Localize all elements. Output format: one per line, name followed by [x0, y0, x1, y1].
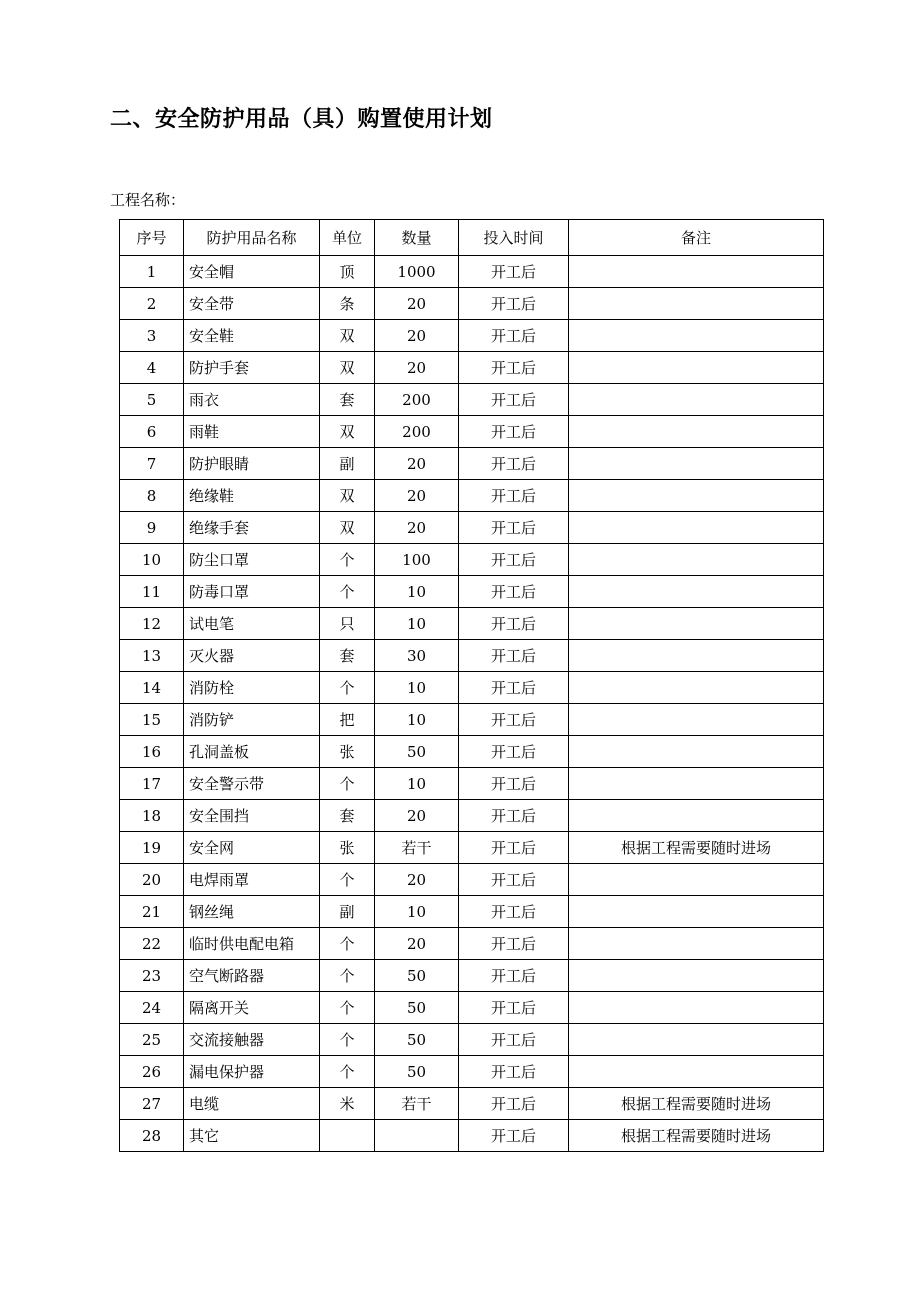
- cell-input-time: 开工后: [459, 736, 569, 768]
- cell-item-name: 雨衣: [184, 384, 320, 416]
- table-row: [120, 608, 824, 640]
- cell-input-time: 开工后: [459, 288, 569, 320]
- cell-unit: 只: [320, 608, 375, 640]
- table-row: [120, 256, 824, 288]
- cell-remark: [569, 1056, 824, 1088]
- cell-serial-number: 7: [120, 448, 184, 480]
- cell-unit: 副: [320, 448, 375, 480]
- cell-serial-number: 19: [120, 832, 184, 864]
- header-remark: 备注: [569, 220, 824, 256]
- cell-item-name: 孔洞盖板: [184, 736, 320, 768]
- cell-unit: 套: [320, 640, 375, 672]
- cell-unit: 双: [320, 352, 375, 384]
- cell-quantity: 若干: [375, 1088, 459, 1120]
- table-row: [120, 512, 824, 544]
- cell-unit: 个: [320, 960, 375, 992]
- cell-input-time: 开工后: [459, 256, 569, 288]
- cell-serial-number: 12: [120, 608, 184, 640]
- cell-unit: 个: [320, 864, 375, 896]
- table-row: [120, 672, 824, 704]
- cell-serial-number: 4: [120, 352, 184, 384]
- table-row: [120, 736, 824, 768]
- cell-serial-number: 15: [120, 704, 184, 736]
- cell-quantity: 20: [375, 480, 459, 512]
- cell-unit: 米: [320, 1088, 375, 1120]
- cell-unit: 双: [320, 480, 375, 512]
- cell-item-name: 隔离开关: [184, 992, 320, 1024]
- cell-quantity: 20: [375, 320, 459, 352]
- cell-serial-number: 2: [120, 288, 184, 320]
- cell-quantity: 10: [375, 896, 459, 928]
- table-row: [120, 960, 824, 992]
- cell-item-name: 安全带: [184, 288, 320, 320]
- cell-input-time: 开工后: [459, 832, 569, 864]
- cell-unit: 个: [320, 928, 375, 960]
- cell-remark: [569, 288, 824, 320]
- cell-input-time: 开工后: [459, 896, 569, 928]
- cell-unit: 套: [320, 800, 375, 832]
- cell-unit: 个: [320, 672, 375, 704]
- cell-unit: 副: [320, 896, 375, 928]
- cell-input-time: 开工后: [459, 992, 569, 1024]
- cell-item-name: 试电笔: [184, 608, 320, 640]
- header-serial-number: 序号: [120, 220, 184, 256]
- cell-quantity: 10: [375, 704, 459, 736]
- cell-item-name: 钢丝绳: [184, 896, 320, 928]
- cell-quantity: 20: [375, 512, 459, 544]
- cell-unit: 个: [320, 544, 375, 576]
- cell-remark: [569, 544, 824, 576]
- cell-input-time: 开工后: [459, 960, 569, 992]
- cell-input-time: 开工后: [459, 768, 569, 800]
- cell-quantity: 若干: [375, 832, 459, 864]
- cell-serial-number: 3: [120, 320, 184, 352]
- cell-serial-number: 18: [120, 800, 184, 832]
- cell-quantity: 20: [375, 288, 459, 320]
- cell-item-name: 防毒口罩: [184, 576, 320, 608]
- cell-item-name: 防护眼睛: [184, 448, 320, 480]
- table-row: [120, 928, 824, 960]
- cell-serial-number: 14: [120, 672, 184, 704]
- cell-serial-number: 8: [120, 480, 184, 512]
- cell-item-name: 防护手套: [184, 352, 320, 384]
- cell-input-time: 开工后: [459, 1120, 569, 1152]
- cell-item-name: 雨鞋: [184, 416, 320, 448]
- cell-quantity: 20: [375, 928, 459, 960]
- table-row: [120, 384, 824, 416]
- cell-input-time: 开工后: [459, 704, 569, 736]
- cell-item-name: 临时供电配电箱: [184, 928, 320, 960]
- cell-remark: [569, 896, 824, 928]
- cell-remark: [569, 928, 824, 960]
- table-row: [120, 1120, 824, 1152]
- cell-item-name: 消防栓: [184, 672, 320, 704]
- cell-unit: 个: [320, 992, 375, 1024]
- cell-quantity: 50: [375, 1056, 459, 1088]
- cell-remark: [569, 448, 824, 480]
- cell-quantity: 20: [375, 448, 459, 480]
- table-row: [120, 480, 824, 512]
- cell-serial-number: 6: [120, 416, 184, 448]
- cell-input-time: 开工后: [459, 1088, 569, 1120]
- cell-quantity: 10: [375, 768, 459, 800]
- cell-remark: [569, 384, 824, 416]
- cell-item-name: 绝缘手套: [184, 512, 320, 544]
- cell-serial-number: 1: [120, 256, 184, 288]
- cell-item-name: 安全围挡: [184, 800, 320, 832]
- table-row: [120, 544, 824, 576]
- cell-item-name: 漏电保护器: [184, 1056, 320, 1088]
- cell-item-name: 灭火器: [184, 640, 320, 672]
- cell-item-name: 安全网: [184, 832, 320, 864]
- cell-input-time: 开工后: [459, 384, 569, 416]
- cell-quantity: 10: [375, 576, 459, 608]
- cell-unit: 条: [320, 288, 375, 320]
- cell-input-time: 开工后: [459, 608, 569, 640]
- cell-remark: [569, 480, 824, 512]
- cell-unit: 个: [320, 576, 375, 608]
- cell-remark: [569, 768, 824, 800]
- cell-remark: [569, 704, 824, 736]
- cell-unit: 个: [320, 1024, 375, 1056]
- table-row: [120, 288, 824, 320]
- cell-item-name: 交流接触器: [184, 1024, 320, 1056]
- cell-quantity: 50: [375, 1024, 459, 1056]
- table-row: [120, 1056, 824, 1088]
- cell-remark: [569, 1024, 824, 1056]
- table-row: [120, 352, 824, 384]
- cell-serial-number: 13: [120, 640, 184, 672]
- cell-serial-number: 9: [120, 512, 184, 544]
- cell-remark: 根据工程需要随时进场: [569, 1120, 824, 1152]
- table-row: [120, 992, 824, 1024]
- cell-input-time: 开工后: [459, 576, 569, 608]
- cell-quantity: 20: [375, 864, 459, 896]
- cell-item-name: 其它: [184, 1120, 320, 1152]
- cell-unit: 双: [320, 320, 375, 352]
- cell-quantity: 100: [375, 544, 459, 576]
- cell-input-time: 开工后: [459, 480, 569, 512]
- cell-quantity: 50: [375, 736, 459, 768]
- cell-input-time: 开工后: [459, 640, 569, 672]
- cell-remark: [569, 672, 824, 704]
- cell-serial-number: 20: [120, 864, 184, 896]
- cell-remark: [569, 320, 824, 352]
- cell-serial-number: 27: [120, 1088, 184, 1120]
- cell-remark: 根据工程需要随时进场: [569, 1088, 824, 1120]
- cell-quantity: 200: [375, 416, 459, 448]
- cell-unit: 顶: [320, 256, 375, 288]
- table-row: [120, 704, 824, 736]
- cell-input-time: 开工后: [459, 512, 569, 544]
- cell-serial-number: 11: [120, 576, 184, 608]
- cell-quantity: 20: [375, 352, 459, 384]
- cell-serial-number: 28: [120, 1120, 184, 1152]
- cell-unit: [320, 1120, 375, 1152]
- cell-unit: 张: [320, 736, 375, 768]
- cell-quantity: 1000: [375, 256, 459, 288]
- cell-unit: 双: [320, 512, 375, 544]
- cell-quantity: 10: [375, 608, 459, 640]
- cell-serial-number: 24: [120, 992, 184, 1024]
- cell-serial-number: 5: [120, 384, 184, 416]
- table-row: [120, 832, 824, 864]
- cell-serial-number: 23: [120, 960, 184, 992]
- cell-input-time: 开工后: [459, 672, 569, 704]
- cell-unit: 个: [320, 768, 375, 800]
- table-body: [120, 256, 824, 1152]
- cell-quantity: 10: [375, 672, 459, 704]
- cell-input-time: 开工后: [459, 544, 569, 576]
- cell-remark: [569, 800, 824, 832]
- cell-remark: [569, 864, 824, 896]
- cell-quantity: 50: [375, 992, 459, 1024]
- cell-input-time: 开工后: [459, 800, 569, 832]
- cell-input-time: 开工后: [459, 416, 569, 448]
- cell-serial-number: 22: [120, 928, 184, 960]
- cell-quantity: 200: [375, 384, 459, 416]
- cell-remark: [569, 576, 824, 608]
- header-quantity: 数量: [375, 220, 459, 256]
- cell-remark: [569, 960, 824, 992]
- table-row: [120, 864, 824, 896]
- cell-serial-number: 21: [120, 896, 184, 928]
- cell-unit: 张: [320, 832, 375, 864]
- table-row: [120, 1024, 824, 1056]
- cell-unit: 个: [320, 1056, 375, 1088]
- cell-serial-number: 25: [120, 1024, 184, 1056]
- cell-input-time: 开工后: [459, 864, 569, 896]
- cell-quantity: 20: [375, 800, 459, 832]
- header-item-name: 防护用品名称: [184, 220, 320, 256]
- table-row: [120, 768, 824, 800]
- table-row: [120, 448, 824, 480]
- cell-serial-number: 17: [120, 768, 184, 800]
- cell-remark: 根据工程需要随时进场: [569, 832, 824, 864]
- cell-item-name: 电焊雨罩: [184, 864, 320, 896]
- cell-remark: [569, 992, 824, 1024]
- cell-remark: [569, 352, 824, 384]
- table-row: [120, 800, 824, 832]
- cell-unit: 套: [320, 384, 375, 416]
- cell-remark: [569, 256, 824, 288]
- cell-serial-number: 26: [120, 1056, 184, 1088]
- cell-item-name: 空气断路器: [184, 960, 320, 992]
- cell-item-name: 防尘口罩: [184, 544, 320, 576]
- table-row: [120, 576, 824, 608]
- protective-equipment-table: [119, 219, 824, 1152]
- table-row: [120, 320, 824, 352]
- cell-remark: [569, 512, 824, 544]
- cell-item-name: 绝缘鞋: [184, 480, 320, 512]
- project-name-label: 工程名称：: [110, 191, 186, 209]
- table-row: [120, 896, 824, 928]
- cell-remark: [569, 608, 824, 640]
- cell-quantity: 50: [375, 960, 459, 992]
- cell-remark: [569, 640, 824, 672]
- table-row: [120, 640, 824, 672]
- cell-item-name: 电缆: [184, 1088, 320, 1120]
- cell-unit: 双: [320, 416, 375, 448]
- cell-input-time: 开工后: [459, 1056, 569, 1088]
- cell-input-time: 开工后: [459, 352, 569, 384]
- cell-item-name: 安全帽: [184, 256, 320, 288]
- cell-serial-number: 16: [120, 736, 184, 768]
- cell-item-name: 消防铲: [184, 704, 320, 736]
- cell-quantity: [375, 1120, 459, 1152]
- header-unit: 单位: [320, 220, 375, 256]
- cell-input-time: 开工后: [459, 448, 569, 480]
- cell-item-name: 安全鞋: [184, 320, 320, 352]
- table-header-row: [120, 220, 824, 256]
- cell-input-time: 开工后: [459, 928, 569, 960]
- table-row: [120, 1088, 824, 1120]
- header-input-time: 投入时间: [459, 220, 569, 256]
- cell-input-time: 开工后: [459, 320, 569, 352]
- cell-serial-number: 10: [120, 544, 184, 576]
- cell-unit: 把: [320, 704, 375, 736]
- cell-input-time: 开工后: [459, 1024, 569, 1056]
- table-row: [120, 416, 824, 448]
- cell-item-name: 安全警示带: [184, 768, 320, 800]
- page-title: 二、安全防护用品（具）购置使用计划: [110, 107, 493, 132]
- cell-quantity: 30: [375, 640, 459, 672]
- cell-remark: [569, 416, 824, 448]
- cell-remark: [569, 736, 824, 768]
